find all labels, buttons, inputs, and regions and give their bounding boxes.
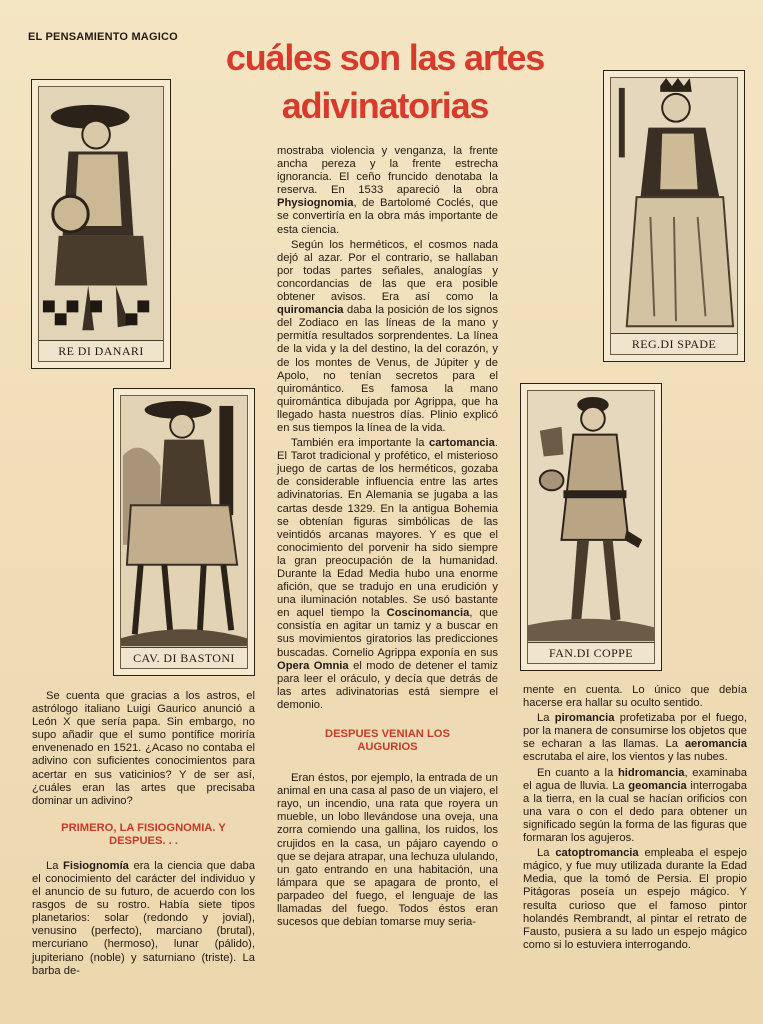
king-figure-icon bbox=[39, 87, 163, 361]
text-column-3 bbox=[523, 684, 747, 954]
card-caption: RE DI DANARI bbox=[39, 340, 163, 361]
tarot-card-fan-di-coppe bbox=[520, 383, 662, 671]
paragraph: Eran éstos, por ejemplo, la entrada de un animal en una casa al paso de un viajero, el rayo, un incendio, una rata que royera un mueble, un lobo llevándose una oveja, una zorra comiendo una gallina, los ruidos, los crujidos en la casa, un pájaro cayendo o que se dejara atrapar, una lechuza ululando, un gato entrando en una habitación, una lámpara que se apagara de pronto, el parpadeo del fuego, el lenguaje de las llamadas del fuego. Todos éstos eran sucesos que debían tomarse muy seria- bbox=[277, 772, 498, 929]
text-column-1 bbox=[32, 690, 255, 980]
paragraph: La Fisiognomía era la ciencia que daba el conocimiento del carácter del individuo y el anuncio de su futuro, de acuerdo con los rasgos de su rostro. Había siete tipos planetarios: solar (redondo y jovial), venusino (perfecto), marciano (brutal), mercuriano (hermoso), lunar (pálido), jupiteriano (noble) y saturniano (triste). La barba de- bbox=[32, 859, 255, 977]
tarot-card-re-di-danari bbox=[31, 79, 171, 369]
paragraph: También era importante la cartomancia. El Tarot tradicional y profético, el misterioso juego de cartas de los herméticos, gozaba de considerable influencia entre las artes adivinatorias. En Alemania se jugaba a las cartas desde 1329. En la antigua Bohemia se obtenían figuras simbólicas de las veintidós arcanas mayores. Y es que el conocimiento del porvenir ha sido siempre la gran preocupación de la humanidad. Durante la Edad Media hubo una enorme afición, que se tradujo en una erudición y una iluminación notables. Se usó bastante en aquel tiempo la Coscinomancia, que consistía en agitar un tamiz y a buscar en sus movimientos giratorios las predicciones buscadas. Cornelio Agrippa exponía en sus Opera Omnia el modo de detener el tamiz para leer el oráculo, y decía que detrás de las artes adivinatorias está siempre el demonio. bbox=[277, 437, 498, 711]
subheading: PRIMERO, LA FISIOGNOMIA. Y DESPUES. . . bbox=[61, 821, 226, 847]
card-caption: REG.DI SPADE bbox=[611, 333, 737, 354]
tarot-card-cav-di-bastoni bbox=[113, 388, 255, 676]
subheading: DESPUES VENIAN LOS AUGURIOS bbox=[325, 728, 450, 754]
card-illustration bbox=[527, 390, 655, 664]
article-title bbox=[220, 34, 550, 130]
paragraph: La piromancia profetizaba por el fuego, por la manera de consumirse los objetos que se echaran a las llamas. La aeromancia escrutaba el aire, los vientos y las nubes. bbox=[523, 712, 747, 764]
card-illustration bbox=[38, 86, 164, 362]
card-illustration bbox=[610, 77, 738, 355]
paragraph: La catoptromancia empleaba el espejo mágico, y fue muy utilizada durante la Edad Media, que la tomó de Persia. El propio Pitágoras poseía un espejo mágico. Y resulta curioso que el famoso pintor holandés Rembrandt, al pintar el retrato de Fausto, pusiera a su lado un espejo mágico como si lo estuviera interrogando. bbox=[523, 847, 747, 951]
card-illustration bbox=[120, 395, 248, 669]
text-column-2 bbox=[277, 145, 498, 931]
paragraph: Se cuenta que gracias a los astros, el astrólogo italiano Luigi Gaurico anunció a León X que sería papa. Sin embargo, no supo añadir que el sumo pontífice moriría envenenado en 1521. ¿Acaso no contaba el adivino con suficientes conocimientos para acertar en sus vaticinios? Y de ser así, ¿cuáles eran las artes que precisaba dominar un adivino? bbox=[32, 690, 255, 807]
card-caption: CAV. DI BASTONI bbox=[121, 647, 247, 668]
title-line-2: adivinatorias bbox=[281, 85, 489, 126]
paragraph: mente en cuenta. Lo único que debía hacerse era hallar su oculto sentido. bbox=[523, 684, 747, 710]
page-figure-icon bbox=[528, 391, 654, 663]
title-line-1: cuáles son las artes bbox=[225, 37, 545, 78]
section-header: EL PENSAMIENTO MAGICO bbox=[28, 31, 178, 43]
paragraph: En cuanto a la hidromancia, examinaba el agua de lluvia. La geomancia interrogaba a la tierra, en la cual se hacían orificios con una vara o con el dedo para obtener un significado según la forma de las figuras que formaran los agujeros. bbox=[523, 766, 747, 845]
queen-figure-icon bbox=[611, 78, 737, 354]
paragraph: Según los herméticos, el cosmos nada dejó al azar. Por el contrario, se hallaban por todas partes señales, analogías y concordancias de las que era posible obtener avisos. Era así como la quiromancia daba la posición de los signos del Zodiaco en las líneas de la mano y permitía resultados sorprendentes. La línea de la vida y la del destino, la del corazón, y de los montes de Venus, de Júpiter y de Apolo, no tenían secretos para el quiromántico. Es famosa la mano quiromántica dibujada por Agrippa, que ha llegado hasta nuestros días. Plinio explicó en sus tiempos la línea de la vida. bbox=[277, 238, 498, 434]
tarot-card-reg-di-spade bbox=[603, 70, 745, 362]
card-caption: FAN.DI COPPE bbox=[528, 642, 654, 663]
paragraph: mostraba violencia y venganza, la frente ancha pereza y la frente estrecha ignorancia. El ceño fruncido denotaba la reserva. En 1533 apareció la obra Physiognomia, de Bartolomé Coclés, que se convertiría en la obra más importante de esta ciencia. bbox=[277, 145, 498, 236]
knight-horse-icon bbox=[121, 396, 247, 668]
